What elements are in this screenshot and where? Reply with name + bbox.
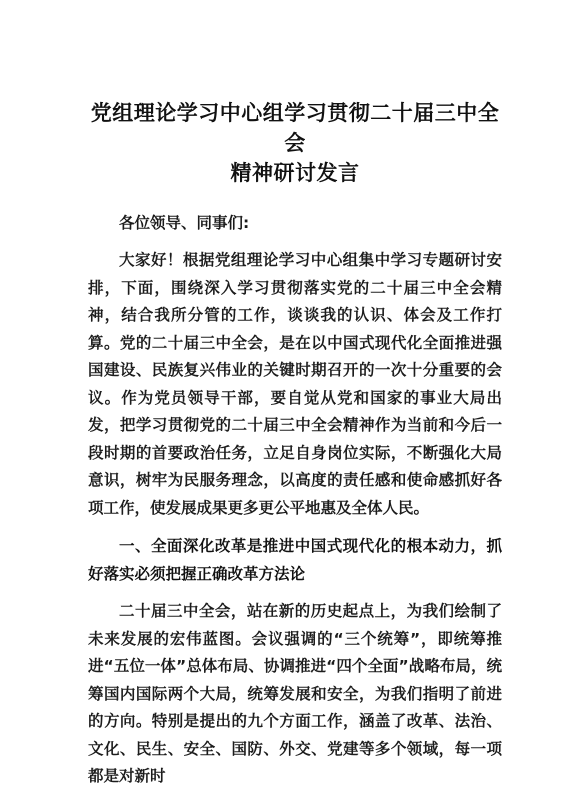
document-title-line1: 党组理论学习中心组学习贯彻二十届三中全会	[90, 101, 500, 155]
paragraph-opening: 大家好！根据党组理论学习中心组集中学习专题研讨安排，下面，围绕深入学习贯彻落实党的二十届三中全会精神，结合我所分管的工作，谈谈我的认识、体会及工作打算。党的二十届三中全会，是在以中国式现代化全面推进强国建设、民族复兴伟业的关键时期召开的一次十分重要的会议。作为党员领导干部，要自觉从党和国家的事业大局出发，把学习贯彻党的二十届三中全会精神作为当前和今后一段时期的首要政治任务，立足自身岗位实际，不断强化大局意识，树牢为民服务理念，以高度的责任感和使命感抓好各项工作，使发展成果更多更公平地惠及全体人民。	[88, 251, 502, 517]
document-title	[88, 98, 502, 188]
paragraph-section-1: 二十届三中全会，站在新的历史起点上，为我们绘制了未来发展的宏伟蓝图。会议强调的“三个统筹”，即统筹推进“五位一体”总体布局、协调推进“四个全面”战略布局，统筹国内国际两个大局，统筹发展和安全，为我们指明了前进的方向。特别是提出的九个方面工作，涵盖了改革、法治、文化、民生、安全、国防、外交、党建等多个领域，每一项都是对新时	[88, 602, 502, 785]
document-title-line2: 精神研讨发言	[230, 161, 360, 185]
section-heading-1: 一、全面深化改革是推进中国式现代化的根本动力，抓好落实必须把握正确改革方法论	[88, 537, 502, 583]
salutation: 各位领导、同事们:	[119, 214, 250, 232]
